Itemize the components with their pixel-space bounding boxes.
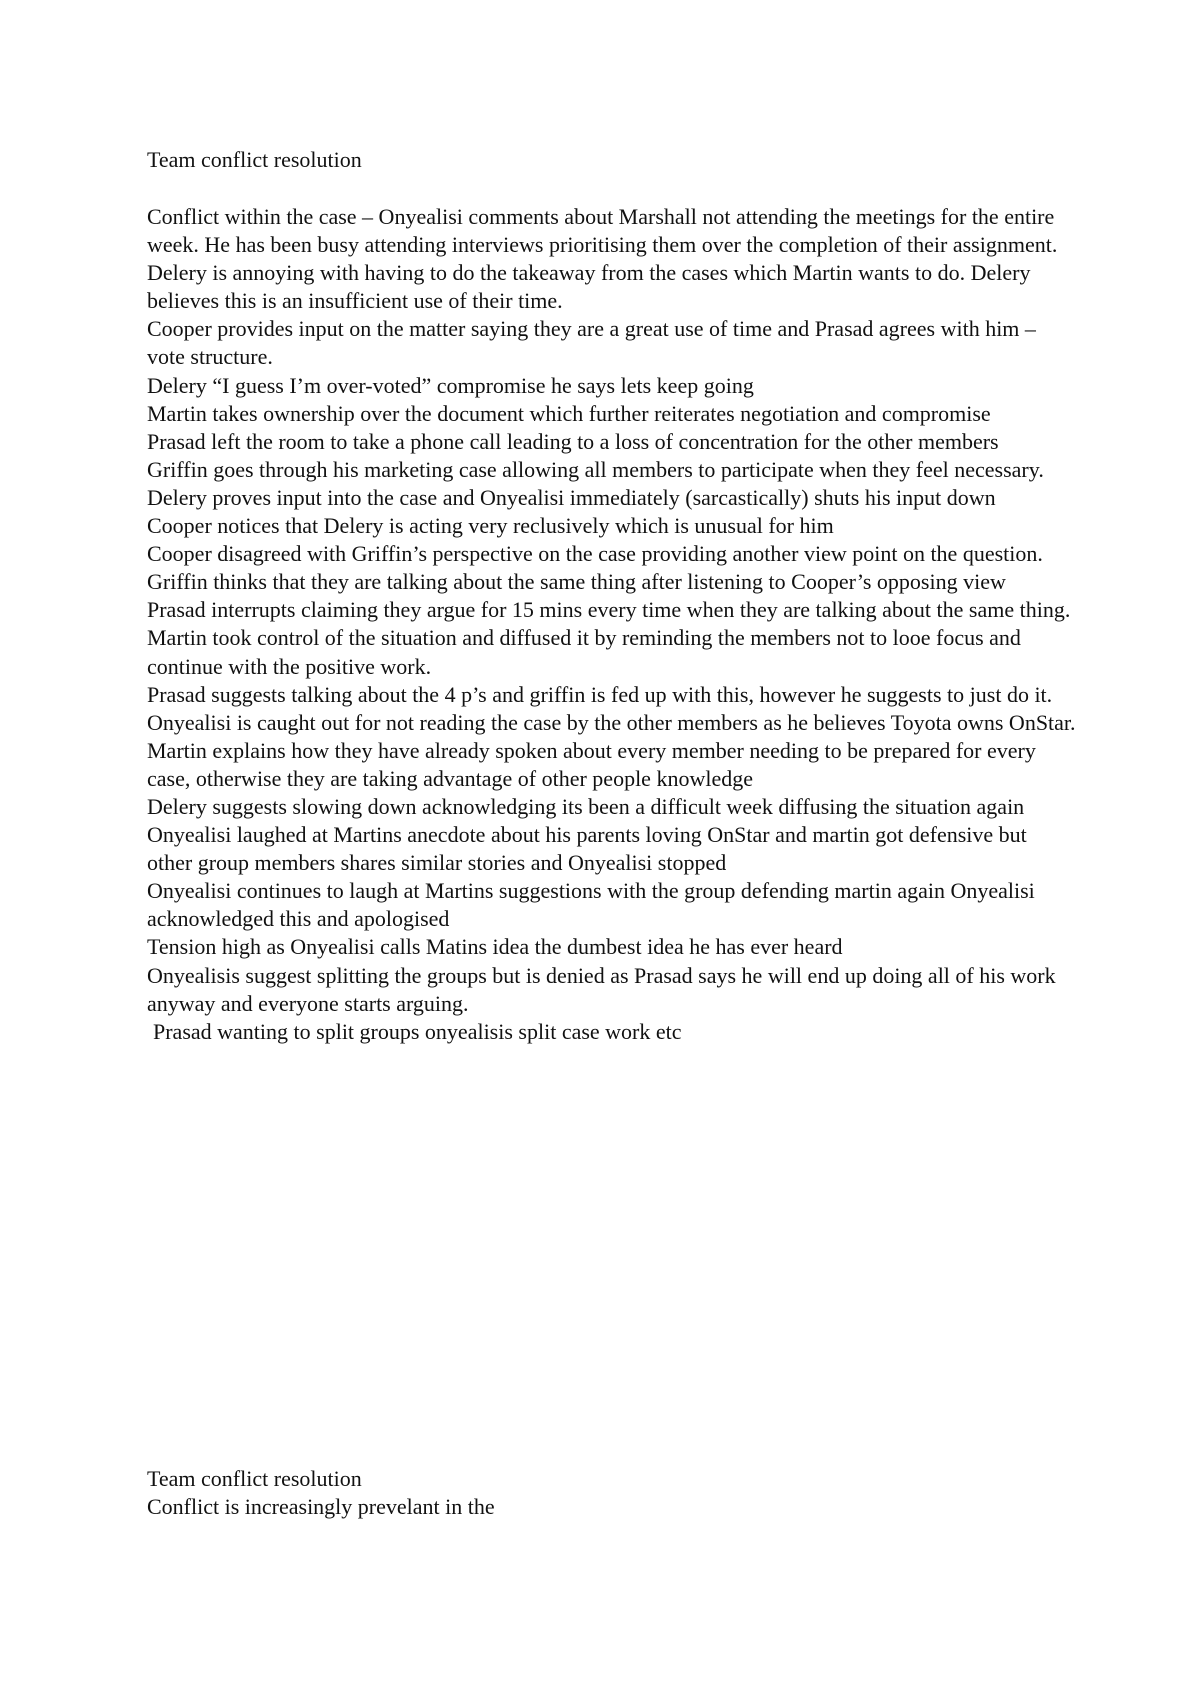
- note-paragraph: Cooper disagreed with Griffin’s perspective on the case providing another view point on the question.: [147, 541, 1043, 567]
- note-paragraph: Onyealisi laughed at Martins anecdote about his parents loving OnStar and martin got defensive but other group members shares similar stories and Onyealisi stopped: [147, 822, 1027, 876]
- second-section-text: Conflict is increasingly prevelant in the: [147, 1494, 495, 1519]
- note-paragraph: Prasad wanting to split groups onyealisis split case work etc: [153, 1018, 682, 1044]
- note-paragraph: Cooper provides input on the matter saying they are a great use of time and Prasad agrees with him – vote structure.: [147, 316, 1036, 370]
- note-paragraph: Martin takes ownership over the document which further reiterates negotiation and compromise: [147, 400, 991, 426]
- note-paragraph: Onyealisi is caught out for not reading the case by the other members as he believes Toyota owns OnStar.: [147, 709, 1076, 735]
- note-paragraph: Cooper notices that Delery is acting very reclusively which is unusual for him: [147, 513, 834, 539]
- note-paragraph: Martin took control of the situation and diffused it by reminding the members not to looe focus and continue with the positive work.: [147, 625, 1021, 679]
- note-paragraph: Griffin thinks that they are talking about the same thing after listening to Cooper’s opposing view: [147, 569, 1006, 595]
- note-paragraph: Prasad suggests talking about the 4 p’s and griffin is fed up with this, however he suggests to just do it.: [147, 681, 1053, 707]
- note-paragraph: Prasad left the room to take a phone call leading to a loss of concentration for the other members: [147, 428, 999, 454]
- note-paragraph: Conflict within the case – Onyealisi comments about Marshall not attending the meetings for the entire week. He has been busy attending interviews prioritising them over the completion of their assignment.: [147, 204, 1058, 258]
- conflict-notes-list: [147, 203, 1077, 1046]
- note-paragraph: Griffin goes through his marketing case allowing all members to participate when they feel necessary.: [147, 456, 1044, 482]
- note-paragraph: Delery “I guess I’m over-voted” compromise he says lets keep going: [147, 372, 754, 398]
- note-paragraph: Martin explains how they have already spoken about every member needing to be prepared for every case, otherwise they are taking advantage of other people knowledge: [147, 737, 1036, 791]
- note-paragraph: Tension high as Onyealisi calls Matins idea the dumbest idea he has ever heard: [147, 934, 843, 960]
- note-paragraph: Prasad interrupts claiming they argue for 15 mins every time when they are talking about the same thing.: [147, 597, 1071, 623]
- note-paragraph: Delery proves input into the case and Onyealisi immediately (sarcastically) shuts his input down: [147, 484, 996, 510]
- note-paragraph: Delery is annoying with having to do the takeaway from the cases which Martin wants to do. Delery believes this is an insufficient use of their time.: [147, 260, 1031, 314]
- document-title: Team conflict resolution: [147, 147, 362, 172]
- note-paragraph: Onyealisis suggest splitting the groups but is denied as Prasad says he will end up doing all of his work anyway and everyone starts arguing.: [147, 962, 1056, 1016]
- note-paragraph: Delery suggests slowing down acknowledging its been a difficult week diffusing the situation again: [147, 793, 1025, 819]
- second-section-title: Team conflict resolution: [147, 1466, 362, 1491]
- note-paragraph: Onyealisi continues to laugh at Martins suggestions with the group defending martin again Onyealisi acknowledged this and apologised: [147, 878, 1035, 932]
